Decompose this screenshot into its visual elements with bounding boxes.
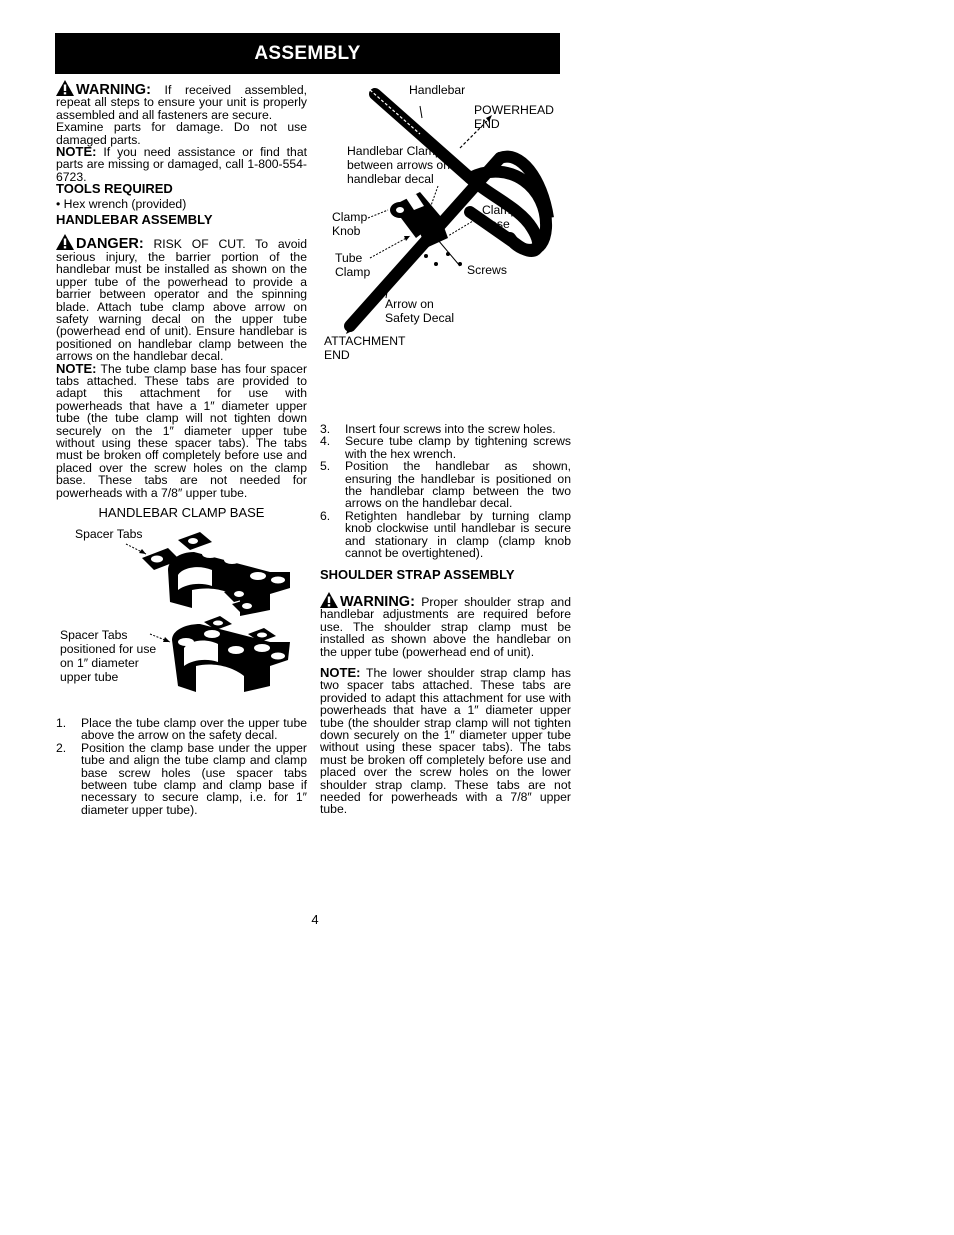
danger-text: RISK OF CUT. To avoid serious injury, the barrier portion of the handlebar must be installed as shown on the upper tube of the powerhead to provide a barrier between operator and the spinning blade. Attach tube clamp above arrow on safety warning decal on the upper tube (powerhead end of unit). Ensure handlebar is positioned on handlebar clamp between the arrows on the handlebar decal.: [56, 237, 307, 364]
label-handlebar-clamp: Handlebar Clamp between arrows on handlebar decal: [347, 144, 450, 186]
figure-caption: HANDLEBAR CLAMP BASE: [98, 505, 265, 520]
label-attachment-end: ATTACHMENT END: [324, 334, 406, 362]
note2-paragraph: [56, 360, 307, 500]
warning-icon: [320, 592, 338, 608]
note-label: NOTE:: [56, 144, 97, 160]
shoulder-note-text: The lower shoulder strap clamp has two spacer tabs attached. These tabs are provided to adapt this attachment for use with powerheads that have a 1″ diameter upper tube (the shoulder strap clamp will not tighten down securely on the 1″ diameter upper tube without using these spacer tabs). The tabs must be broken off completely before use and placed over the screw holes on the lower shoulder strap clamp. These tabs are not needed for powerheads with a 7/8″ upper tube.: [320, 665, 571, 817]
section-title: ASSEMBLY: [254, 42, 361, 64]
shoulder-note-paragraph: [320, 664, 571, 817]
steps-3-6: [320, 423, 571, 559]
note2-label: NOTE:: [56, 360, 97, 376]
page-number: 4: [311, 912, 319, 927]
note-paragraph: [56, 146, 307, 183]
list-item: 4. Secure tube clamp by tightening screws with the hex wrench.: [320, 434, 571, 461]
label-tube-clamp: Tube Clamp: [335, 251, 371, 279]
shoulder-heading: SHOULDER STRAP ASSEMBLY: [320, 567, 515, 583]
label-handlebar: Handlebar: [409, 83, 466, 97]
list-item: 1. Place the tube clamp over the upper tube above the arrow on the safety decal.: [56, 716, 307, 743]
spacer-tabs-positioned-label: Spacer Tabs positioned for use on 1″ diameter upper tube: [60, 628, 157, 684]
list-item: 3. Insert four screws into the screw holes.: [320, 422, 556, 436]
warning-label: WARNING:: [76, 82, 151, 98]
tools-item: • Hex wrench (provided): [56, 196, 187, 211]
list-item: 5. Position the handlebar as shown, ensuring the handlebar is positioned on the handlebar clamp between the two arrows on the handlebar decal.: [320, 459, 571, 511]
shoulder-warning-text: Proper shoulder strap and handlebar adjustments are required before use. The shoulder strap clamp must be installed as shown above the handlebar on the upper tube (powerhead end of unit).: [320, 594, 571, 659]
warning-icon: [56, 80, 74, 96]
label-powerhead-end: POWERHEAD END: [474, 103, 554, 131]
danger-icon: [56, 234, 74, 250]
list-item: 2. Position the clamp base under the upper tube and align the tube clamp and clamp base screw holes (use spacer tabs between tube clamp and clamp base if necessary to secure clamp, i.e. for 1″ diameter upper tube).: [56, 740, 307, 817]
shoulder-warning-paragraph: [320, 592, 571, 658]
danger-paragraph: [56, 234, 307, 362]
list-item: 6. Retighten handlebar by turning clamp knob clockwise until handlebar is secure and stationary in clamp (clamp knob cannot be overtightened).: [320, 508, 571, 561]
right-column: [320, 423, 571, 816]
note-text: If you need assistance or find that parts are missing or damaged, call 1-800-554-6723.: [56, 145, 307, 184]
label-clamp-base: Clamp Base: [482, 203, 518, 231]
handlebar-heading: HANDLEBAR ASSEMBLY: [56, 212, 213, 228]
examine-paragraph: Examine parts for damage. Do not use damaged parts.: [56, 120, 307, 147]
label-arrow-decal: Arrow on Safety Decal: [385, 297, 455, 325]
steps-1-2: [56, 717, 307, 816]
clamp-base-illustration: [120, 530, 320, 720]
section-banner: [55, 33, 560, 74]
label-clamp-knob: Clamp Knob: [332, 210, 368, 238]
danger-label: DANGER:: [76, 236, 144, 253]
spacer-tabs-label: Spacer Tabs: [75, 527, 143, 541]
left-column: [56, 80, 307, 499]
shoulder-note-label: NOTE:: [320, 664, 361, 680]
warning-paragraph: [56, 80, 307, 121]
warning-text: If received assembled, repeat all steps to ensure your unit is properly assembled and all fasteners are secure.: [56, 83, 307, 122]
shoulder-warning-label: WARNING:: [340, 593, 415, 610]
label-screws: Screws: [467, 263, 507, 277]
note2-text: The tube clamp base has four spacer tabs attached. These tabs are provided to adapt this attachment for use with powerheads that have a 1″ diameter upper tube (the tube clamp will not tighten down securely on the 1″ diameter upper tube without using these spacer tabs). The tabs must be broken off completely before use and placed over the screw holes on the clamp base. These tabs are not needed for powerheads with a 7/8″ upper tube.: [56, 361, 307, 500]
tools-heading: TOOLS REQUIRED: [56, 181, 173, 197]
